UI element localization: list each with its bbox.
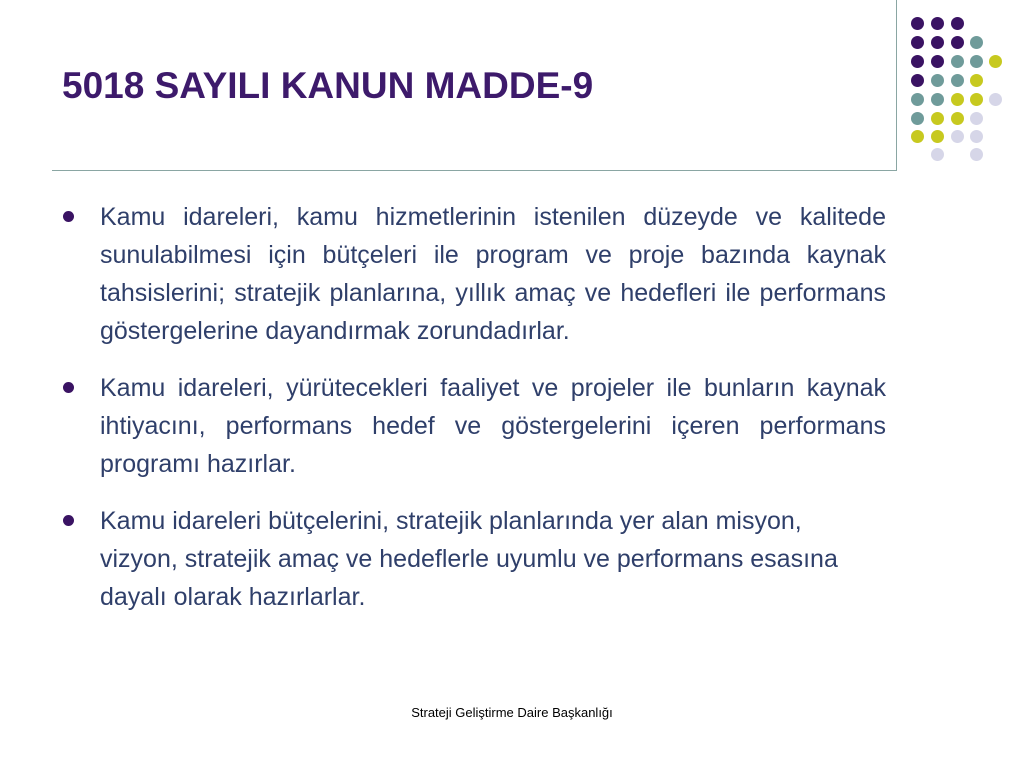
decor-dot [911, 74, 924, 87]
bullet-marker-icon [63, 382, 74, 393]
decor-dot [951, 55, 964, 68]
slide-title: 5018 SAYILI KANUN MADDE-9 [62, 65, 594, 106]
decor-dot [911, 17, 924, 30]
decor-dot [911, 93, 924, 106]
bullet-marker-icon [63, 515, 74, 526]
decor-dot [911, 130, 924, 143]
decor-dot [931, 93, 944, 106]
bullet-item [60, 369, 886, 483]
decor-dot [970, 74, 983, 87]
decor-dot [931, 36, 944, 49]
decor-dot [951, 74, 964, 87]
decor-dot [931, 130, 944, 143]
decor-dot [989, 93, 1002, 106]
decor-dot [970, 55, 983, 68]
decor-dot [970, 130, 983, 143]
decor-dot [989, 55, 1002, 68]
bullet-item [60, 198, 886, 350]
decor-dot [931, 55, 944, 68]
decor-dot [951, 36, 964, 49]
bullet-item [60, 502, 886, 616]
bullet-list [60, 198, 886, 635]
bullet-text: Kamu idareleri, kamu hizmetlerinin istenilen düzeyde ve kalitede sunulabilmesi için bütçeleri ile program ve proje bazında kaynak tahsislerini; stratejik planlarına, yıllık amaç ve hedefleri ile performans göstergelerine dayandırmak zorundadırlar. [100, 203, 886, 345]
decor-dot [911, 112, 924, 125]
bullet-marker-icon [63, 211, 74, 222]
bullet-text: Kamu idareleri bütçelerini, stratejik planlarında yer alan misyon, vizyon, stratejik amaç ve hedeflerle uyumlu ve performans esasına dayalı olarak hazırlarlar. [100, 507, 838, 611]
decor-dot [970, 112, 983, 125]
decor-dot [931, 17, 944, 30]
decorative-dot-grid [0, 0, 1024, 180]
decor-dot [970, 93, 983, 106]
bullet-text: Kamu idareleri, yürütecekleri faaliyet ve projeler ile bunların kaynak ihtiyacını, performans hedef ve göstergelerini içeren performans programı hazırlar. [100, 374, 886, 478]
decor-dot [970, 148, 983, 161]
decor-dot [970, 36, 983, 49]
decor-dot [931, 112, 944, 125]
decor-dot [951, 130, 964, 143]
decor-dot [931, 148, 944, 161]
decor-dot [911, 36, 924, 49]
decor-dot [931, 74, 944, 87]
slide-footer: Strateji Geliştirme Daire Başkanlığı [411, 705, 613, 720]
decor-dot [951, 17, 964, 30]
decor-dot [911, 55, 924, 68]
decor-dot [951, 112, 964, 125]
decor-dot [951, 93, 964, 106]
